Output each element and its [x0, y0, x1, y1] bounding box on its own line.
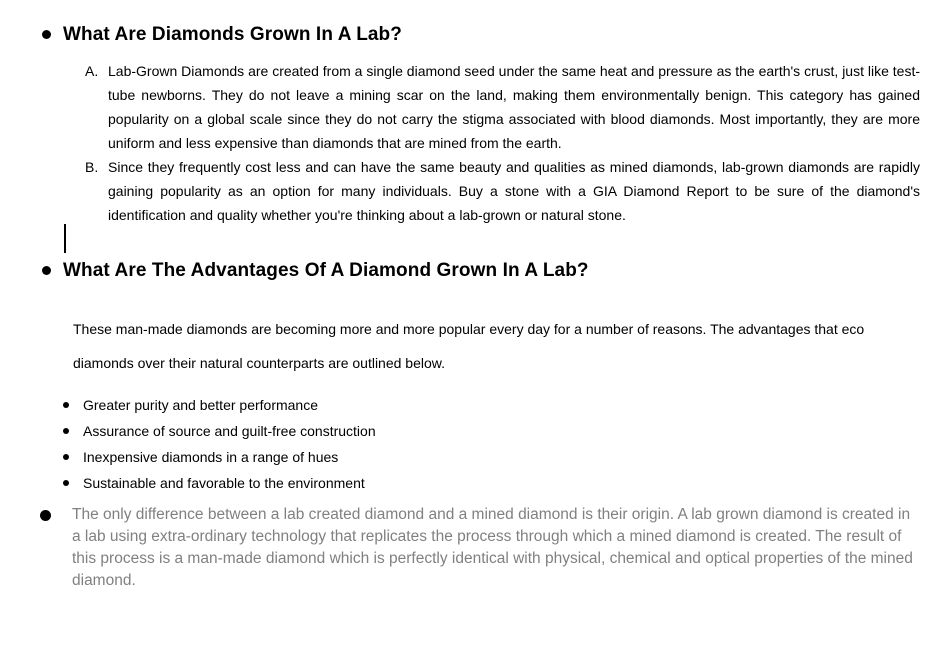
- bullet-icon: [63, 480, 69, 486]
- list-item-text: Greater purity and better performance: [83, 397, 319, 413]
- section-heading-advantages: [42, 259, 948, 282]
- bullet-icon: [63, 402, 69, 408]
- list-item-b-text: Since they frequently cost less and can have the same beauty and qualities as mined diamonds, lab-grown diamonds are rapidly gaining popularity as an option for many individuals. Buy a stone with a GIA Diamond Report to be sure of the diamond's identification and quality whether you're thinking about a lab-grown or natural stone.: [108, 159, 920, 223]
- list-item-b: [85, 155, 948, 227]
- list-item-text: Assurance of source and guilt-free construction: [83, 423, 376, 439]
- heading-bullet-icon: [42, 30, 51, 39]
- section-title: What Are The Advantages Of A Diamond Grown In A Lab?: [63, 260, 589, 281]
- list-item: [63, 444, 948, 470]
- list-item: [63, 392, 948, 418]
- heading-bullet-icon: [42, 266, 51, 275]
- list-item: [63, 470, 948, 496]
- bullet-icon: [40, 510, 51, 521]
- list-marker-b: B.: [85, 159, 99, 175]
- list-item-a-text: Lab-Grown Diamonds are created from a single diamond seed under the same heat and pressure as the earth's crust, just like test-tube newborns. They do not leave a mining scar on the land, making them environmentally benign. This category has gained popularity on a global scale since they do not carry the stigma associated with blood diamonds. Most importantly, they are more uniform and less expensive than diamonds that are mined from the earth.: [108, 63, 920, 151]
- advantages-list: [63, 392, 948, 496]
- bullet-icon: [63, 428, 69, 434]
- section-heading-what-are-lab-diamonds: [42, 0, 948, 46]
- note-paragraph: [40, 504, 948, 592]
- list-marker-a: A.: [85, 63, 99, 79]
- lettered-list: [85, 59, 948, 227]
- page-title: What Are Diamonds Grown In A Lab?: [63, 24, 402, 45]
- text-caret: [64, 224, 66, 253]
- list-item-text: Inexpensive diamonds in a range of hues: [83, 449, 339, 465]
- list-item-a: [85, 59, 948, 155]
- note-paragraph-text: The only difference between a lab created diamond and a mined diamond is their origin. A lab grown diamond is created in a lab using extra-ordinary technology that replicates the process through which a mined diamond is created. The result of this process is a man-made diamond which is perfectly identical with physical, chemical and optical properties of the mined diamond.: [72, 506, 913, 589]
- bullet-icon: [63, 454, 69, 460]
- intro-paragraph: These man-made diamonds are becoming more and more popular every day for a number of reasons. The advantages that eco diamonds over their natural counterparts are outlined below.: [73, 321, 865, 371]
- list-item-text: Sustainable and favorable to the environment: [83, 475, 365, 491]
- list-item: [63, 418, 948, 444]
